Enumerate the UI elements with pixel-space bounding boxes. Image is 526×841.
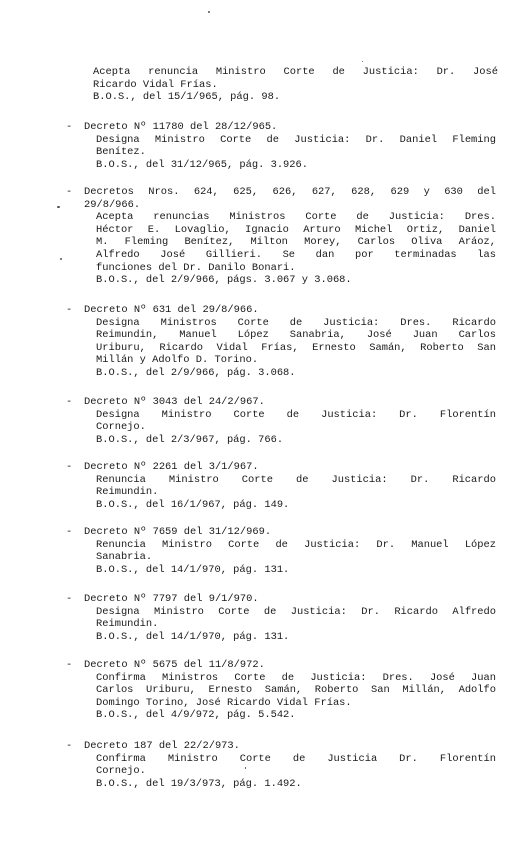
text-line: Millán y Adolfo D. Torino. — [96, 354, 259, 367]
text-line: Renuncia Ministro Corte de Justicia: Dr. Ricardo — [96, 473, 496, 486]
decree-title: Decreto Nº 11780 del 28/12/965. — [84, 121, 278, 133]
text-line: Sanabria. — [96, 551, 153, 564]
bullet-dash: - — [66, 526, 73, 538]
bullet-dash: - — [66, 461, 73, 473]
decree-title: Decreto Nº 5675 del 11/8/972. — [84, 659, 265, 671]
text-line: Cornejo. — [96, 765, 146, 778]
scan-speck — [57, 206, 60, 208]
bullet-dash: - — [66, 659, 73, 671]
decree-title-continuation: 29/8/966. — [84, 198, 141, 211]
text-line: Designa Ministro Corte de Justicia: Dr. Daniel Fleming — [96, 133, 496, 146]
text-line: Confirma Ministro Corte de Justicia Dr. Florentín — [96, 752, 496, 765]
decree-entry — [66, 396, 496, 446]
text-line: Reimundin. — [96, 618, 159, 631]
text-line: Carlos Uriburu, Ernesto Samán, Roberto San Millán, Adolfo — [96, 684, 496, 697]
decree-entry — [66, 526, 496, 576]
decree-title: Decreto Nº 3043 del 24/2/967. — [84, 396, 265, 408]
text-line: B.O.S., del 14/1/970, pág. 131. — [96, 630, 290, 643]
text-line: Reimundin, Manuel López Sanabria, José Juan Carlos — [96, 329, 496, 342]
bullet-dash: - — [66, 304, 73, 316]
scan-speck — [208, 11, 210, 13]
text-line: funciones del Dr. Danilo Bonari. — [96, 261, 296, 274]
text-line: Benítez. — [96, 146, 146, 159]
bullet-dash: - — [66, 121, 73, 133]
text-line: Domingo Torino, José Ricardo Vidal Frías. — [96, 696, 352, 709]
text-line: Designa Ministros Corte de Justicia: Dres. Ricardo — [96, 316, 496, 329]
decree-entry — [66, 304, 496, 380]
text-line: Cornejo. — [96, 421, 146, 434]
decree-title: Decretos Nros. 624, 625, 626, 627, 628, 629 y 630 del — [84, 186, 496, 198]
text-line: B.O.S., del 31/12/965, pág. 3.926. — [96, 158, 309, 171]
text-line: B.O.S., del 2/9/966, pág. 3.068. — [96, 366, 296, 379]
text-line: B.O.S., del 16/1/967, pág. 149. — [96, 498, 290, 511]
text-line: Designa Ministro Corte de Justicia: Dr. Ricardo Alfredo — [96, 605, 496, 618]
decree-entry — [66, 659, 496, 722]
text-line: Alfredo José Gillieri. Se dan por terminadas las — [96, 248, 496, 261]
text-line: Designa Ministro Corte de Justicia: Dr. Florentín — [96, 408, 496, 421]
intro-block — [93, 66, 498, 104]
text-line: B.O.S., del 19/3/973, pág. 1.492. — [96, 777, 302, 790]
text-line: B.O.S., del 4/9/972, pág. 5.542. — [96, 709, 296, 722]
decree-title: Decreto Nº 7797 del 9/1/970. — [84, 593, 259, 605]
text-line: B.O.S., del 2/9/966, págs. 3.067 y 3.068. — [96, 274, 352, 287]
text-line: Acepta renuncias Ministros Corte de Justicia: Dres. — [96, 211, 496, 224]
text-line: B.O.S., del 2/3/967, pág. 766. — [96, 433, 284, 446]
decree-entry — [66, 186, 496, 287]
text-line: M. Fleming Benítez, Milton Morey, Carlos Oliva Aráoz, — [96, 236, 496, 249]
text-line: Acepta renuncia Ministro Corte de Justicia: Dr. José — [93, 66, 498, 78]
scan-speck — [245, 767, 246, 769]
text-line: B.O.S., del 15/1/965, pág. 98. — [93, 91, 281, 104]
text-line: Ricardo Vidal Frías. — [93, 78, 218, 91]
bullet-dash: - — [66, 186, 73, 198]
decree-entry — [66, 593, 496, 643]
decree-title: Decreto Nº 631 del 29/8/966. — [84, 304, 259, 316]
text-line: Reimundin. — [96, 486, 159, 499]
bullet-dash: - — [66, 740, 73, 752]
text-line: Renuncia Ministro Corte de Justicia: Dr. Manuel López — [96, 538, 496, 551]
decree-title: Decreto Nº 7659 del 31/12/969. — [84, 526, 272, 538]
decree-title: Decreto Nº 2261 del 3/1/967. — [84, 461, 259, 473]
decree-title: Decreto 187 del 22/2/973. — [84, 740, 240, 752]
decree-entry — [66, 461, 496, 511]
scan-speck — [60, 258, 62, 260]
scan-speck — [362, 61, 363, 62]
text-line: Confirma Ministros Corte de Justicia: Dres. José Juan — [96, 671, 496, 684]
text-line: Uriburu, Ricardo Vidal Frías, Ernesto Samán, Roberto San — [96, 341, 496, 354]
text-line: Héctor E. Lovaglio, Ignacio Arturo Michel Ortiz, Daniel — [96, 223, 496, 236]
decree-entry — [66, 740, 496, 790]
text-line: B.O.S., del 14/1/970, pág. 131. — [96, 563, 290, 576]
bullet-dash: - — [66, 593, 73, 605]
decree-entry — [66, 121, 496, 171]
bullet-dash: - — [66, 396, 73, 408]
